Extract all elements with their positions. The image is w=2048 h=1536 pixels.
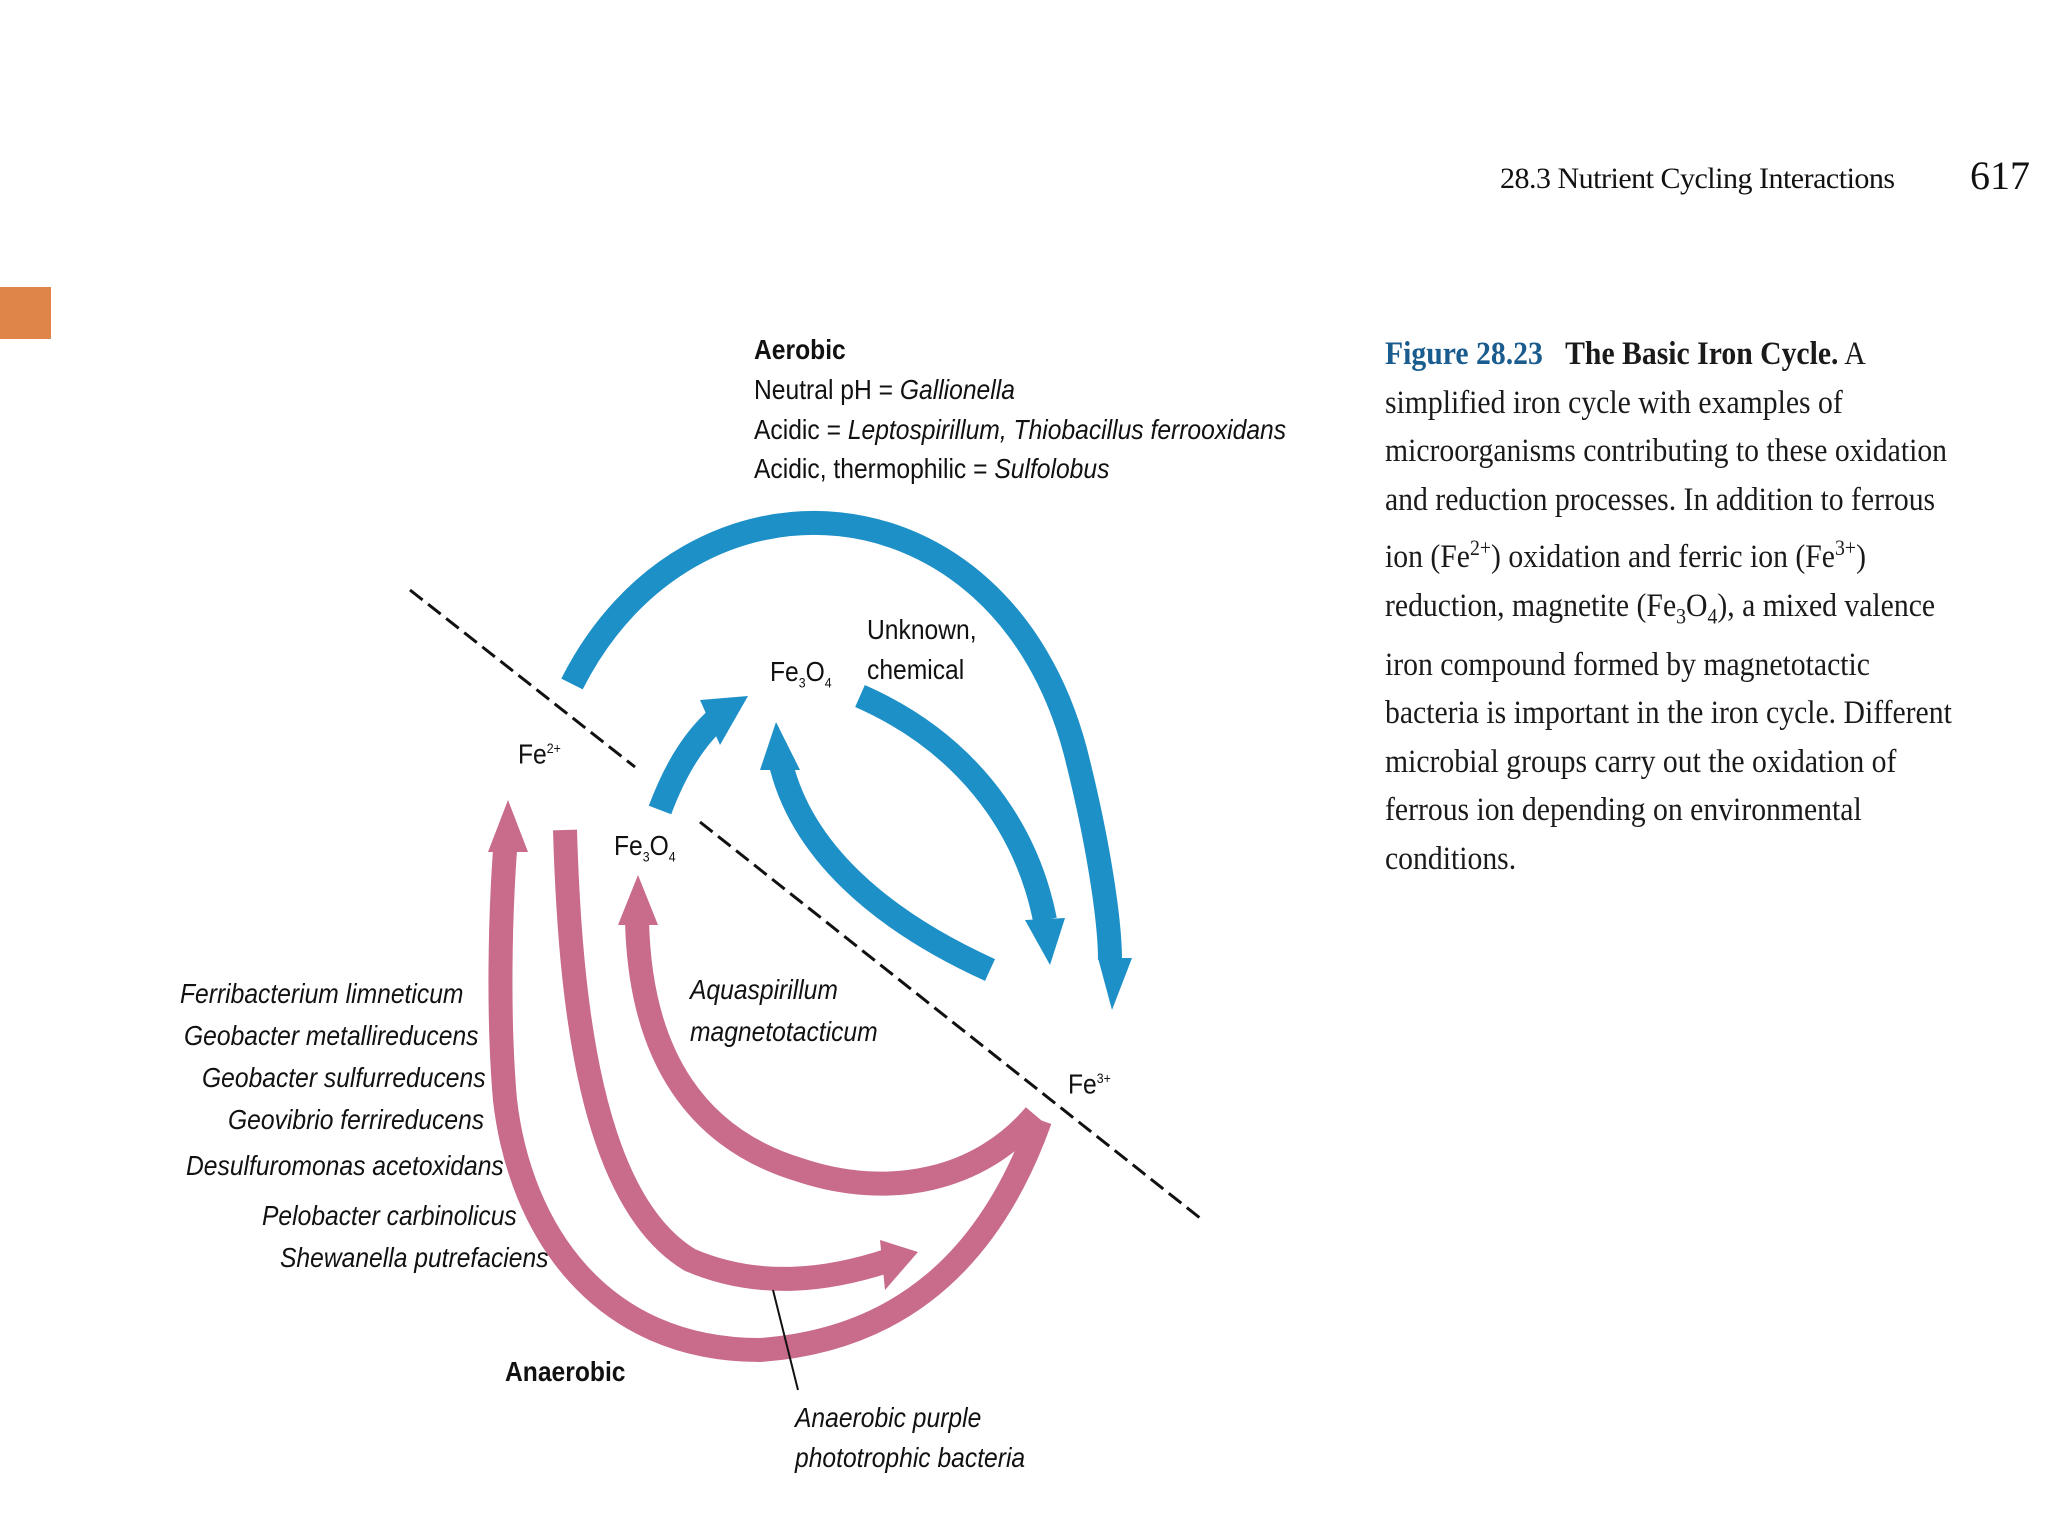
fe3-label (1068, 1058, 1111, 1104)
fe3o4-sub3: 3 (798, 674, 806, 691)
caption-sup: 3+ (1834, 535, 1857, 560)
fe3o4-o: O (649, 830, 669, 861)
caption-sup: 2+ (1469, 535, 1492, 560)
section-title: 28.3 Nutrient Cycling Interactions (1500, 162, 1895, 195)
aquaspirillum-line1: Aquaspirillum (690, 974, 838, 1005)
neutral-prefix: Neutral pH = (754, 374, 900, 405)
caption-sub: 4 (1707, 603, 1718, 629)
fe2-label (518, 728, 561, 774)
aquaspirillum-line2: magnetotacticum (690, 1016, 878, 1047)
caption-text: O (1686, 587, 1708, 624)
fe3o4-o: O (805, 656, 825, 687)
fe3o4-sub4: 4 (824, 674, 832, 691)
caption-text: A simplified iron cycle with examples of microorganisms contributing to these oxidation and reduction processes. In addition to ferrous ion (Fe (1385, 336, 1948, 575)
figure-label: Figure 28.23 (1385, 336, 1543, 372)
reducer-item: Desulfuromonas acetoxidans (186, 1150, 504, 1181)
reducer-item: Ferribacterium limneticum (180, 978, 464, 1009)
acidic-prefix: Acidic = (754, 414, 848, 445)
magnetite-formation-arrowhead (618, 875, 658, 925)
fe2-base: Fe (518, 738, 547, 770)
fe3o4-sub4: 4 (668, 848, 676, 865)
reducer-item: Geobacter sulfurreducens (202, 1062, 486, 1093)
unknown-label-line2: chemical (867, 654, 965, 685)
figure-caption (1385, 330, 1961, 883)
phototrophic-oxidation-arrow (565, 830, 890, 1279)
page-number: 617 (1970, 153, 2030, 198)
caption-text: ) reduction, magnetite (Fe (1385, 539, 1866, 624)
caption-text: ) oxidation and ferric ion (Fe (1491, 539, 1835, 575)
purple-bacteria-line1: Anaerobic purple (795, 1402, 982, 1433)
unknown-label-line1: Unknown, (867, 614, 977, 645)
fe3o4-lower-label (614, 826, 676, 877)
acidic-organisms: Leptospirillum, Thiobacillus ferrooxidans (847, 414, 1287, 445)
unknown-chemical-arrowhead (1025, 918, 1065, 965)
reducer-item: Geobacter metallireducens (184, 1020, 479, 1051)
caption-sub: 3 (1676, 603, 1687, 629)
magnetite-reduction-arrowhead (760, 722, 800, 770)
anaerobic-heading: Anaerobic (505, 1356, 626, 1387)
fe3-charge: 3+ (1096, 1070, 1111, 1086)
neutral-organism: Gallionella (899, 374, 1015, 405)
fe3-base: Fe (1068, 1068, 1097, 1100)
fe3o4-sub3: 3 (642, 848, 650, 865)
aerobic-heading: Aerobic (754, 334, 846, 365)
magnetite-reduction-arrow (780, 760, 990, 970)
thermo-organism: Sulfolobus (994, 453, 1110, 484)
reducer-item: Pelobacter carbinolicus (262, 1200, 517, 1231)
aerobic-arrowhead (1098, 958, 1132, 1010)
fe2-charge: 2+ (546, 740, 561, 756)
aerobic-acidic-line (754, 410, 1286, 450)
aerobic-thermo-line (754, 449, 1109, 489)
fe3o4-fe: Fe (614, 830, 643, 861)
fe3o4-upper-label (770, 652, 832, 703)
fe3o4-fe: Fe (770, 656, 799, 687)
unknown-chemical-arrow (860, 696, 1045, 920)
iron-reduction-arrowhead (488, 800, 528, 852)
caption-text: ), a mixed valence iron compound formed by magnetotactic bacteria is important in the iron cycle. Different microbial groups carry out the oxidation of ferrous ion depending on environmental conditions. (1385, 587, 1952, 877)
purple-bacteria-line2: phototrophic bacteria (795, 1442, 1026, 1473)
thermo-prefix: Acidic, thermophilic = (754, 453, 995, 484)
aerobic-neutral-line (754, 370, 1015, 410)
phototrophic-arrowhead (880, 1240, 918, 1290)
reducer-item: Geovibrio ferrireducens (228, 1104, 485, 1135)
reducer-item: Shewanella putrefaciens (280, 1242, 549, 1273)
figure-title: The Basic Iron Cycle. (1565, 336, 1839, 372)
